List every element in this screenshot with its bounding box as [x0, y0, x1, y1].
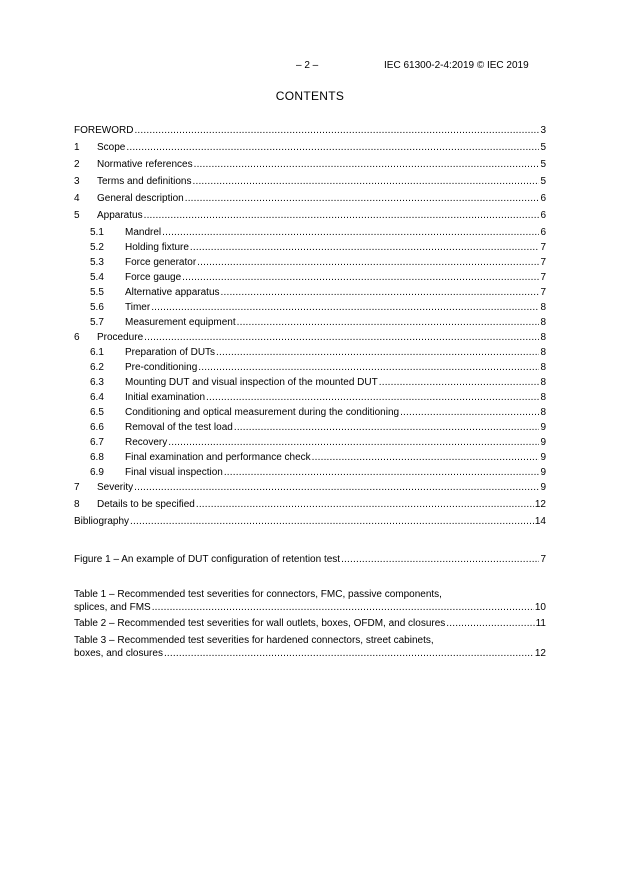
- standard-reference: IEC 61300-2-4:2019 © IEC 2019: [384, 60, 529, 71]
- toc-entry-8[interactable]: 8 Details to be specified ..... 12: [74, 499, 546, 516]
- toc-entry-bibliography[interactable]: Bibliography ..... 14: [74, 516, 546, 533]
- toc-entry-5-2[interactable]: 5.2 Holding fixture ..... 7: [74, 242, 546, 257]
- table-entry-3[interactable]: Table 3 – Recommended test severities for hardened connectors, street cabinets, boxes, and closures ..... 12: [74, 635, 546, 661]
- toc-entry-6-2[interactable]: 6.2 Pre-conditioning ..... 8: [74, 362, 546, 377]
- toc-entry-5-5[interactable]: 5.5 Alternative apparatus ..... 7: [74, 287, 546, 302]
- toc-entry-6-4[interactable]: 6.4 Initial examination ..... 8: [74, 392, 546, 407]
- toc-entry-6-1[interactable]: 6.1 Preparation of DUTs ..... 8: [74, 347, 546, 362]
- toc-entry-2[interactable]: 2 Normative references ..... 5: [74, 159, 546, 176]
- toc-entry-5[interactable]: 5 Apparatus ..... 6: [74, 210, 546, 227]
- toc-entry-6-6[interactable]: 6.6 Removal of the test load ..... 9: [74, 422, 546, 437]
- toc-entry-5-6[interactable]: 5.6 Timer ..... 8: [74, 302, 546, 317]
- toc-entry-6[interactable]: 6 Procedure ..... 8: [74, 332, 546, 347]
- table-of-contents: [74, 125, 546, 533]
- toc-entry-1[interactable]: 1 Scope ..... 5: [74, 142, 546, 159]
- toc-entry-5-3[interactable]: 5.3 Force generator ..... 7: [74, 257, 546, 272]
- toc-entry-5-7[interactable]: 5.7 Measurement equipment ..... 8: [74, 317, 546, 332]
- list-of-figures: [74, 554, 546, 571]
- toc-entry-6-5[interactable]: 6.5 Conditioning and optical measurement during the conditioning ..... 8: [74, 407, 546, 422]
- table-entry-1[interactable]: Table 1 – Recommended test severities for connectors, FMC, passive components, splices, and FMS ..... 10: [74, 589, 546, 615]
- figure-entry-1[interactable]: Figure 1 – An example of DUT configuration of retention test ..... 7: [74, 554, 546, 571]
- page-number: – 2 –: [296, 60, 319, 71]
- page-title: CONTENTS: [275, 89, 345, 103]
- toc-entry-6-3[interactable]: 6.3 Mounting DUT and visual inspection of the mounted DUT ..... 8: [74, 377, 546, 392]
- toc-entry-6-7[interactable]: 6.7 Recovery ..... 9: [74, 437, 546, 452]
- toc-entry-5-4[interactable]: 5.4 Force gauge ..... 7: [74, 272, 546, 287]
- toc-entry-6-9[interactable]: 6.9 Final visual inspection ..... 9: [74, 467, 546, 482]
- toc-entry-6-8[interactable]: 6.8 Final examination and performance check ..... 9: [74, 452, 546, 467]
- toc-entry-3[interactable]: 3 Terms and definitions ..... 5: [74, 176, 546, 193]
- toc-entry-5-1[interactable]: 5.1 Mandrel ..... 6: [74, 227, 546, 242]
- list-of-tables: [74, 589, 546, 661]
- table-entry-2[interactable]: Table 2 – Recommended test severities for wall outlets, boxes, OFDM, and closures ..... 11: [74, 618, 546, 635]
- toc-entry-foreword[interactable]: FOREWORD ..... 3: [74, 125, 546, 142]
- toc-entry-7[interactable]: 7 Severity ..... 9: [74, 482, 546, 499]
- toc-entry-4[interactable]: 4 General description ..... 6: [74, 193, 546, 210]
